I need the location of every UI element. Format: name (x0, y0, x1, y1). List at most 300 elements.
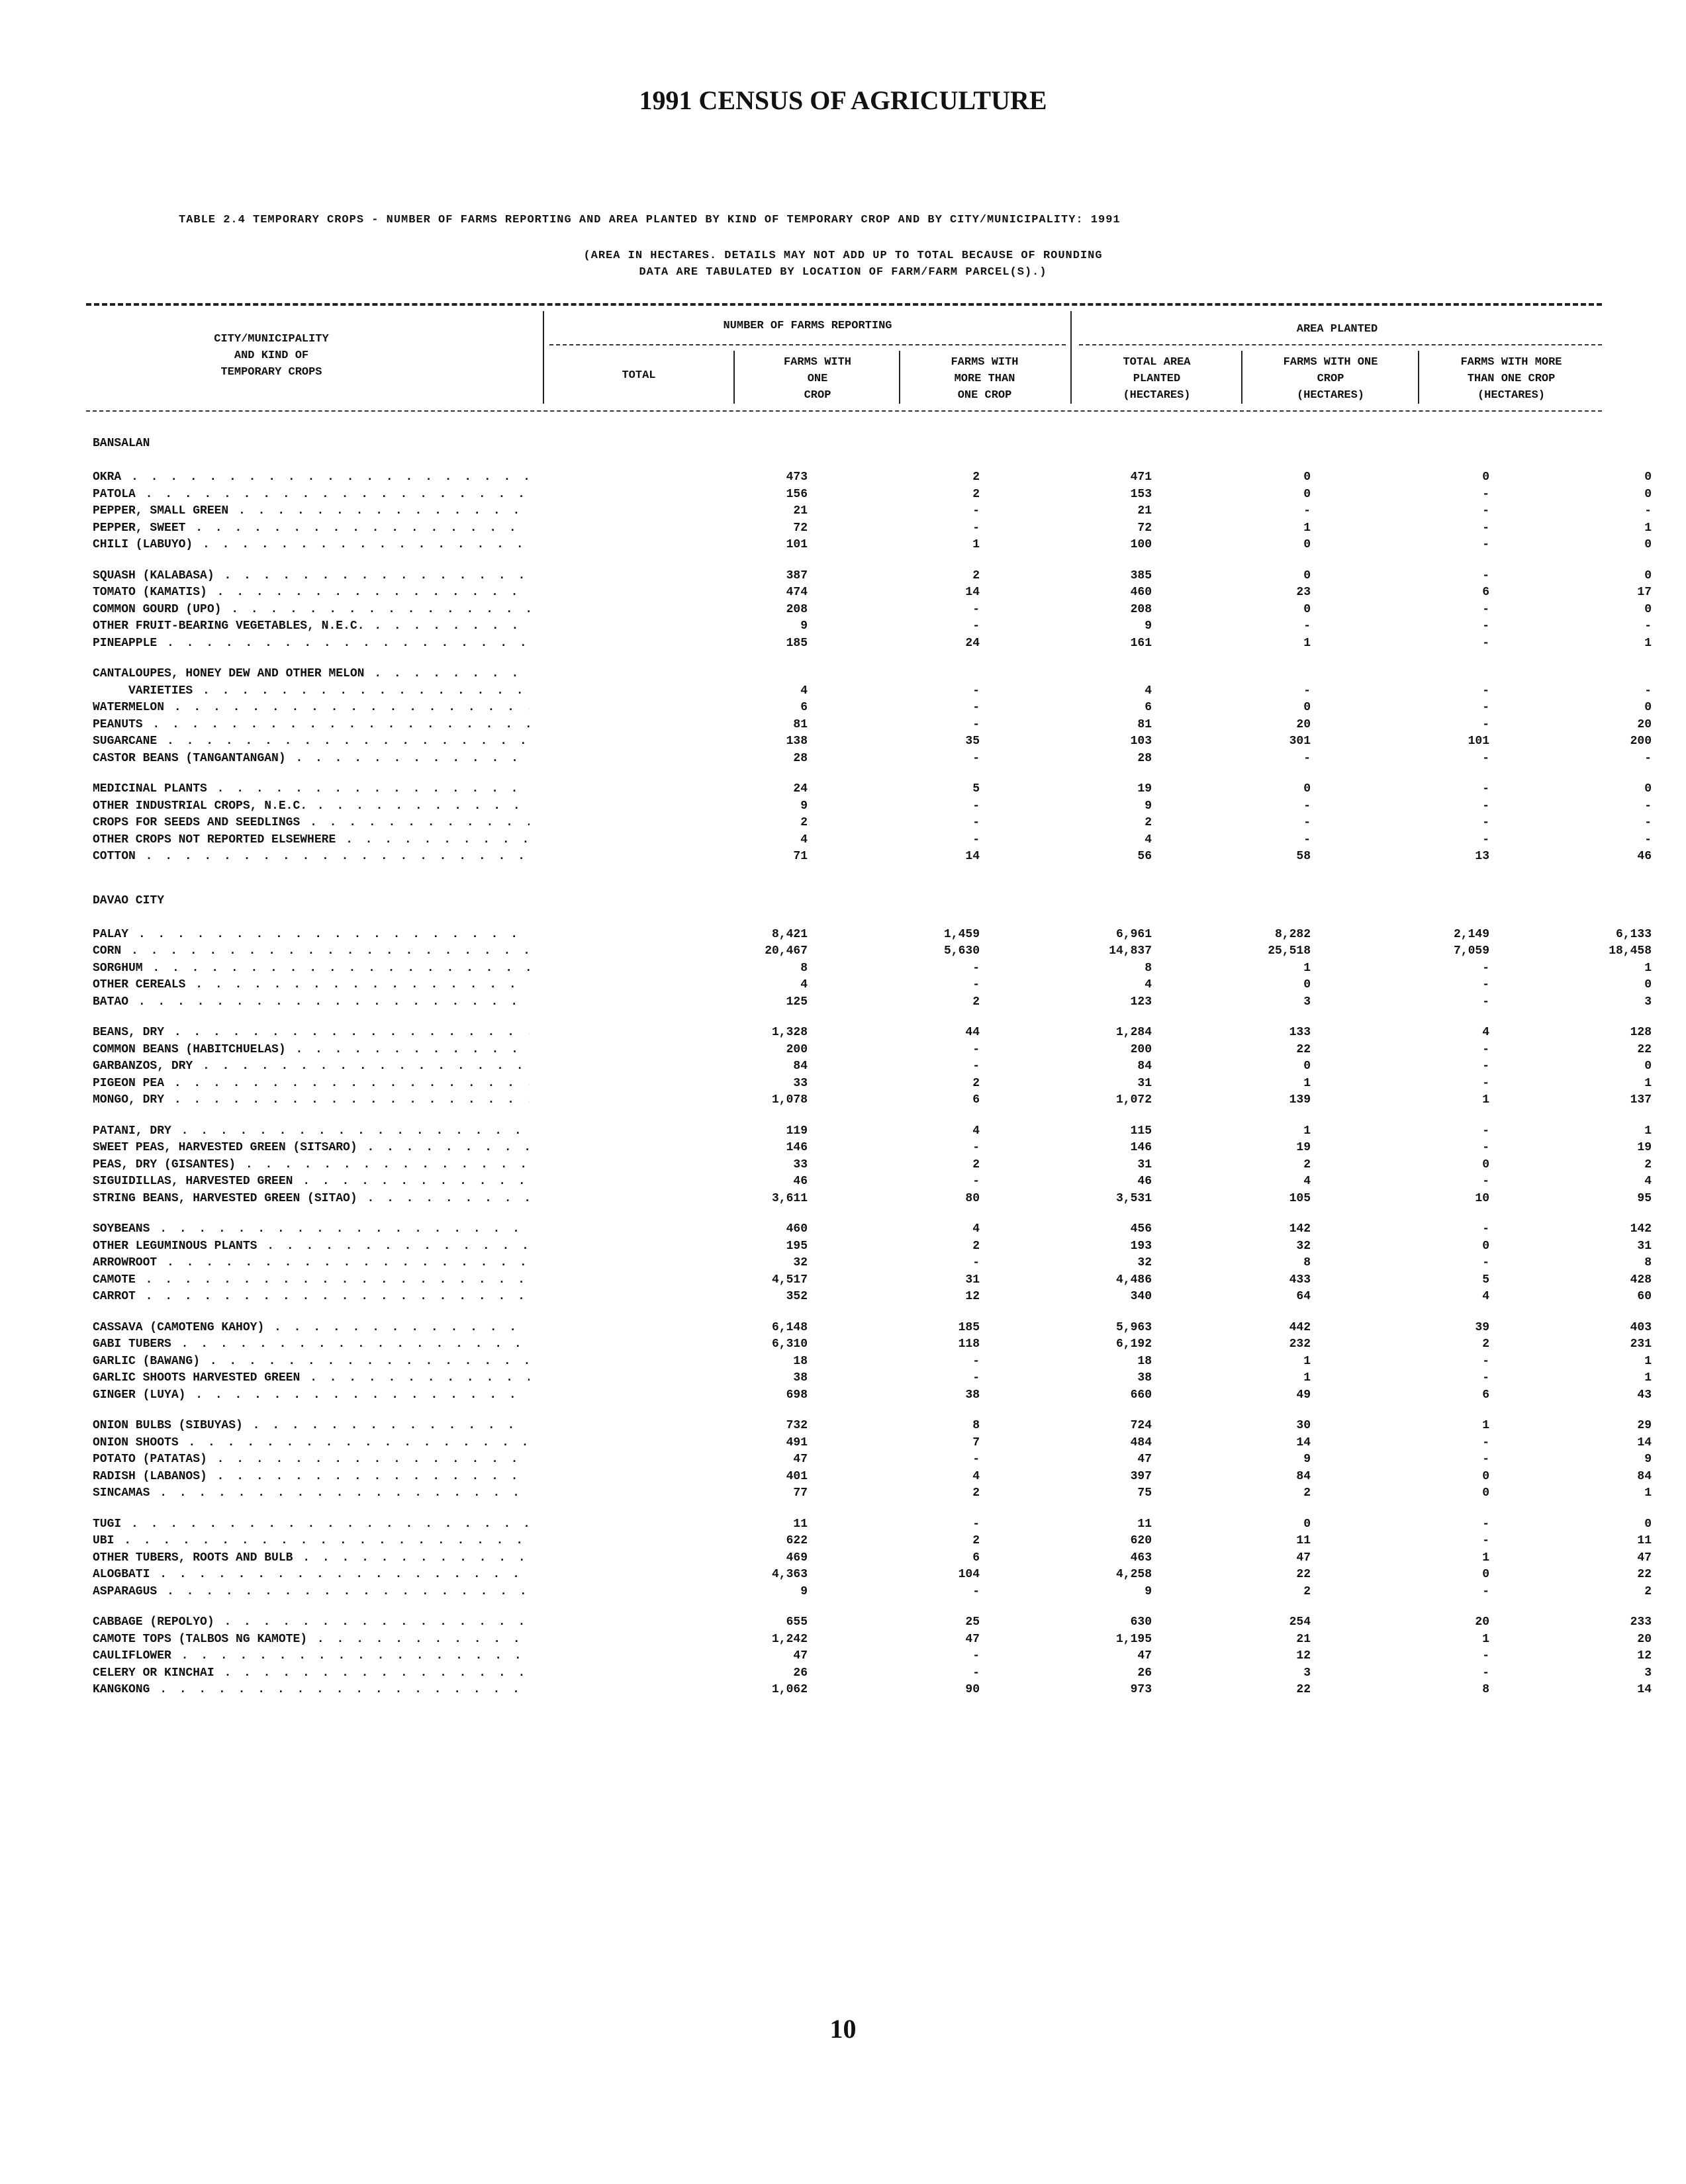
farms-more-crop-cell: 208 (1130, 602, 1152, 616)
area-one-crop-cell: 4 (1482, 1026, 1489, 1039)
total-farms-cell: 4 (800, 833, 808, 846)
area-one-crop-cell: 0 (1482, 1469, 1489, 1483)
farms-more-crop-cell: 32 (1137, 1256, 1152, 1269)
area-one-crop-cell: 2 (1482, 1338, 1489, 1351)
table-row (93, 1665, 1652, 1682)
table-row (93, 666, 1609, 683)
area-one-crop-cell: - (1482, 978, 1489, 991)
crop-name: GARLIC (BAWANG) . . . (93, 1353, 530, 1371)
total-farms-cell: 473 (786, 471, 808, 484)
crop-name: KANGKONG . . . (93, 1682, 530, 1699)
farms-more-crop-cell: 4,258 (1115, 1568, 1152, 1581)
total-farms-cell: 6,310 (771, 1338, 808, 1351)
total-farms-cell: 401 (786, 1469, 808, 1483)
crop-name: SORGHUM . . . (93, 960, 530, 978)
area-more-crop-cell: 3 (1644, 1666, 1652, 1680)
total-area-cell: 442 (1289, 1320, 1311, 1334)
table-row (93, 700, 1652, 717)
farms-more-crop-cell: 14,837 (1109, 944, 1152, 958)
area-more-crop-cell: 1 (1644, 636, 1652, 650)
total-area-cell: 22 (1296, 1683, 1311, 1696)
crop-name: SQUASH (KALABASA) . . . (93, 568, 530, 585)
area-one-crop-cell: 13 (1475, 850, 1489, 863)
area-more-crop-cell: 8 (1644, 1256, 1652, 1269)
area-one-crop-cell: 7,059 (1453, 944, 1489, 958)
crop-name: ONION SHOOTS . . . (93, 1435, 530, 1452)
crop-name: CABBAGE (REPOLYO) . . . (93, 1614, 530, 1631)
area-one-crop-cell: - (1482, 521, 1489, 535)
area-more-crop-cell: 0 (1644, 978, 1652, 991)
area-more-crop-cell: 14 (1637, 1683, 1652, 1696)
farms-one-crop-cell: 8 (972, 1419, 980, 1432)
total-farms-cell: 18 (793, 1354, 808, 1368)
area-more-crop-cell: 1 (1644, 961, 1652, 975)
farms-one-crop-cell: 2 (972, 995, 980, 1009)
farms-more-crop-cell: 456 (1130, 1222, 1152, 1236)
total-area-cell: 232 (1289, 1338, 1311, 1351)
area-more-crop-cell: 9 (1644, 1453, 1652, 1466)
crop-table-body (93, 433, 1652, 1724)
farms-one-crop-cell: 2 (972, 1158, 980, 1171)
crop-name: CARROT . . . (93, 1289, 530, 1306)
row-group (93, 469, 1652, 554)
farms-more-crop-cell: 200 (1130, 1042, 1152, 1056)
crop-name: OTHER CROPS NOT REPORTED ELSEWHERE . . . (93, 832, 530, 849)
farms-one-crop-cell: - (972, 1175, 980, 1188)
area-group-rule (1079, 344, 1602, 345)
farms-one-crop-cell: 12 (965, 1290, 980, 1303)
crop-name: ARROWROOT . . . (93, 1255, 530, 1272)
total-farms-cell: 655 (786, 1615, 808, 1629)
farms-one-crop-cell: - (972, 701, 980, 714)
table-row (93, 960, 1652, 978)
area-one-crop-cell: 4 (1482, 1290, 1489, 1303)
farms-more-crop-cell: 397 (1130, 1469, 1152, 1483)
crop-name: OTHER INDUSTRIAL CROPS, N.E.C. . . . (93, 798, 530, 815)
area-one-crop-cell: 0 (1482, 1568, 1489, 1581)
area-one-crop-cell: - (1482, 701, 1489, 714)
area-one-crop-cell: - (1482, 1584, 1489, 1598)
total-area-cell: - (1303, 751, 1311, 765)
table-caption: TABLE 2.4 TEMPORARY CROPS - NUMBER OF FARMS REPORTING AND AREA PLANTED BY KIND OF TEMPORARY CROP AND BY CITY/MUNICIPALITY: 1991 (179, 214, 1121, 226)
area-one-crop-cell: 39 (1475, 1320, 1489, 1334)
farms-more-crop-cell: 103 (1130, 735, 1152, 748)
table-row (93, 1320, 1652, 1337)
crop-name: OTHER FRUIT-BEARING VEGETABLES, N.E.C. . . . (93, 618, 530, 635)
total-farms-cell: 146 (786, 1141, 808, 1154)
area-one-crop-cell: - (1482, 1453, 1489, 1466)
farms-one-crop-cell: 5,630 (943, 944, 980, 958)
table-row (93, 815, 1652, 832)
farms-more-crop-cell: 72 (1137, 521, 1152, 535)
area-one-crop-cell: - (1482, 619, 1489, 633)
farms-more-crop-cell: 8 (1145, 961, 1152, 975)
table-row (93, 1469, 1652, 1486)
area-more-crop-cell: 4 (1644, 1175, 1652, 1188)
table-row (93, 1221, 1652, 1238)
total-area-cell: 0 (1303, 538, 1311, 551)
farms-more-crop-cell: 153 (1130, 487, 1152, 501)
area-more-crop-cell: 233 (1630, 1615, 1652, 1629)
row-group (93, 1516, 1652, 1601)
farms-one-crop-cell: 4 (972, 1469, 980, 1483)
crop-name: ASPARAGUS . . . (93, 1584, 530, 1601)
total-farms-cell: 84 (793, 1060, 808, 1073)
total-area-cell: 1 (1303, 1371, 1311, 1385)
table-row (93, 1614, 1652, 1631)
table-row (93, 635, 1652, 653)
area-more-crop-cell: 0 (1644, 1517, 1652, 1531)
total-farms-cell: 469 (786, 1551, 808, 1565)
table-row (93, 1058, 1652, 1075)
farms-one-crop-cell: - (972, 684, 980, 698)
area-more-crop-cell: 12 (1637, 1649, 1652, 1662)
table-row (93, 717, 1652, 734)
crop-name: OTHER TUBERS, ROOTS AND BULB . . . (93, 1550, 530, 1567)
area-one-crop-cell: 6 (1482, 1388, 1489, 1402)
farms-one-crop-cell: 2 (972, 1534, 980, 1547)
crop-name: CAULIFLOWER . . . (93, 1648, 530, 1665)
area-more-crop-cell: 137 (1630, 1093, 1652, 1107)
farms-one-crop-cell: - (972, 1666, 980, 1680)
total-header: TOTAL (622, 369, 656, 382)
farms-one-crop-cell: 24 (965, 636, 980, 650)
total-area-cell: 0 (1303, 701, 1311, 714)
total-farms-cell: 4 (800, 978, 808, 991)
area-one-crop-cell: - (1482, 569, 1489, 582)
crop-name: CANTALOUPES, HONEY DEW AND OTHER MELON . . . (93, 666, 530, 683)
total-farms-cell: 622 (786, 1534, 808, 1547)
total-area-cell: 133 (1289, 1026, 1311, 1039)
area-more-crop-cell: 0 (1644, 487, 1652, 501)
area-more-crop-cell: 2 (1644, 1158, 1652, 1171)
farms-one-crop-cell: - (972, 619, 980, 633)
total-area-cell: 20 (1296, 717, 1311, 731)
total-farms-cell: 195 (786, 1239, 808, 1253)
crop-name: TUGI . . . (93, 1516, 530, 1533)
total-farms-cell: 26 (793, 1666, 808, 1680)
area-one-crop-cell: 0 (1482, 471, 1489, 484)
farms-more-crop-cell: 471 (1130, 471, 1152, 484)
crop-name: GINGER (LUYA) . . . (93, 1387, 530, 1404)
area-more-crop-cell: 46 (1637, 850, 1652, 863)
column-divider (733, 351, 735, 404)
total-area-cell: 301 (1289, 735, 1311, 748)
section-1 (93, 891, 1652, 1699)
total-farms-cell: 698 (786, 1388, 808, 1402)
farms-one-crop-cell: 4 (972, 1124, 980, 1138)
area-one-crop-cell: - (1482, 1124, 1489, 1138)
farms-one-crop-cell: - (972, 1042, 980, 1056)
table-row (93, 832, 1652, 849)
table-row (93, 798, 1652, 815)
table-row (93, 1648, 1652, 1665)
farms-one-crop-cell: 14 (965, 850, 980, 863)
crop-name: UBI . . . (93, 1533, 530, 1550)
total-area-cell: 11 (1296, 1534, 1311, 1547)
row-group (93, 1024, 1652, 1109)
total-farms-cell: 46 (793, 1175, 808, 1188)
table-row (93, 1075, 1652, 1093)
table-row (93, 1173, 1652, 1191)
total-farms-cell: 32 (793, 1256, 808, 1269)
total-farms-cell: 9 (800, 619, 808, 633)
area-one-crop-cell: - (1482, 751, 1489, 765)
farms-more-crop-cell: 26 (1137, 1666, 1152, 1680)
area-one-crop-cell: - (1482, 1222, 1489, 1236)
farms-one-crop-cell: 25 (965, 1615, 980, 1629)
farms-one-crop-cell: - (972, 1649, 980, 1662)
farms-one-crop-cell: 2 (972, 471, 980, 484)
farms-one-crop-cell: - (972, 504, 980, 518)
area-more-crop-cell: 142 (1630, 1222, 1652, 1236)
area-more-crop-cell: 20 (1637, 717, 1652, 731)
area-more-crop-cell: - (1644, 816, 1652, 829)
area-more-crop-cell: 1 (1644, 1076, 1652, 1090)
header-bottom-rule (86, 410, 1602, 412)
total-area-cell: 254 (1289, 1615, 1311, 1629)
area-one-crop-cell: - (1482, 538, 1489, 551)
table-note-1: (AREA IN HECTARES. DETAILS MAY NOT ADD UP TO TOTAL BECAUSE OF ROUNDING (583, 250, 1103, 262)
total-farms-cell: 474 (786, 586, 808, 599)
area-one-crop-cell: - (1482, 782, 1489, 796)
farms-one-crop-cell: 35 (965, 735, 980, 748)
total-farms-cell: 119 (786, 1124, 808, 1138)
area-one-crop-cell: 20 (1475, 1615, 1489, 1629)
total-farms-cell: 200 (786, 1042, 808, 1056)
total-farms-cell: 1,062 (771, 1683, 808, 1696)
total-farms-cell: 9 (800, 799, 808, 813)
total-farms-cell: 21 (793, 504, 808, 518)
area-more-crop-cell: 20 (1637, 1632, 1652, 1646)
total-area-cell: 22 (1296, 1568, 1311, 1581)
area-one-crop-cell: - (1482, 816, 1489, 829)
total-area-cell: 142 (1289, 1222, 1311, 1236)
area-more-crop-cell: 3 (1644, 995, 1652, 1009)
crop-name: CAMOTE TOPS (TALBOS NG KAMOTE) . . . (93, 1631, 530, 1649)
total-farms-cell: 138 (786, 735, 808, 748)
area-one-crop-cell: - (1482, 1256, 1489, 1269)
total-area-cell: 105 (1289, 1191, 1311, 1205)
area-more-crop-cell: 95 (1637, 1191, 1652, 1205)
total-area-cell: 64 (1296, 1290, 1311, 1303)
area-one-crop-cell: 8 (1482, 1683, 1489, 1696)
crop-name: MONGO, DRY . . . (93, 1092, 530, 1109)
row-group (93, 666, 1652, 767)
row-group (93, 781, 1652, 866)
total-farms-cell: 77 (793, 1486, 808, 1500)
table-row (93, 733, 1652, 751)
farms-more-crop-cell: 973 (1130, 1683, 1152, 1696)
total-area-cell: 433 (1289, 1273, 1311, 1287)
total-area-cell: 1 (1303, 961, 1311, 975)
crop-name: STRING BEANS, HARVESTED GREEN (SITAO) . . . (93, 1191, 530, 1208)
one-crop-header: FARMS WITH ONE CROP (783, 356, 852, 402)
area-more-crop-cell: 84 (1637, 1469, 1652, 1483)
row-group (93, 1418, 1652, 1502)
crop-name: CHILI (LABUYO) . . . (93, 537, 530, 554)
table-row (93, 1255, 1652, 1272)
total-area-cell: 0 (1303, 978, 1311, 991)
area-one-crop-cell: - (1482, 1517, 1489, 1531)
farms-one-crop-cell: - (972, 1453, 980, 1466)
farms-one-crop-cell: 5 (972, 782, 980, 796)
table-row (93, 568, 1652, 585)
farms-one-crop-cell: - (972, 1256, 980, 1269)
farms-more-crop-cell: 4 (1145, 684, 1152, 698)
table-row (93, 1092, 1652, 1109)
total-area-cell: 84 (1296, 1469, 1311, 1483)
table-row (93, 1123, 1652, 1140)
area-more-crop-cell: 47 (1637, 1551, 1652, 1565)
area-more-crop-cell: 0 (1644, 701, 1652, 714)
area-more-crop-cell: 14 (1637, 1435, 1652, 1449)
area-one-crop-cell: - (1482, 684, 1489, 698)
farms-more-crop-cell: 6 (1145, 701, 1152, 714)
farms-more-crop-cell: 4,486 (1115, 1273, 1152, 1287)
area-more-crop-cell: 1 (1644, 1371, 1652, 1385)
table-row (93, 1289, 1652, 1306)
table-row (93, 1353, 1652, 1371)
total-farms-cell: 4 (800, 684, 808, 698)
area-one-crop-cell: - (1482, 636, 1489, 650)
table-row (93, 977, 1652, 994)
table-row (93, 1272, 1652, 1289)
farms-more-crop-cell: 115 (1130, 1124, 1152, 1138)
area-more-crop-cell: 128 (1630, 1026, 1652, 1039)
area-one-crop-cell: 10 (1475, 1191, 1489, 1205)
crop-name: TOMATO (KAMATIS) . . . (93, 584, 530, 602)
farms-one-crop-cell: 1,459 (943, 927, 980, 941)
area-more-crop-cell: - (1644, 833, 1652, 846)
area-more-crop-cell: 1 (1644, 521, 1652, 535)
area-more-crop-cell: 18,458 (1609, 944, 1652, 958)
area-one-crop-cell: 6 (1482, 586, 1489, 599)
farms-group-header: NUMBER OF FARMS REPORTING (723, 320, 892, 332)
total-area-cell: 1 (1303, 1354, 1311, 1368)
crop-name: SIGUIDILLAS, HARVESTED GREEN . . . (93, 1173, 530, 1191)
farms-more-crop-cell: 81 (1137, 717, 1152, 731)
area-more-crop-cell: 29 (1637, 1419, 1652, 1432)
total-farms-cell: 185 (786, 636, 808, 650)
table-row (93, 1516, 1652, 1533)
table-row (93, 1485, 1652, 1502)
farms-more-crop-cell: 484 (1130, 1435, 1152, 1449)
total-area-cell: 2 (1303, 1584, 1311, 1598)
crop-name: PINEAPPLE . . . (93, 635, 530, 653)
farms-one-crop-cell: - (972, 1584, 980, 1598)
farms-one-crop-cell: 31 (965, 1273, 980, 1287)
total-area-cell: 2 (1303, 1158, 1311, 1171)
crop-name: PEPPER, SMALL GREEN . . . (93, 503, 530, 520)
area-more-crop-cell: 31 (1637, 1239, 1652, 1253)
area-one-crop-cell: 0 (1482, 1239, 1489, 1253)
farms-more-crop-cell: 3,531 (1115, 1191, 1152, 1205)
crop-name: CELERY OR KINCHAI . . . (93, 1665, 530, 1682)
total-farms-cell: 2 (800, 816, 808, 829)
farms-more-crop-cell: 28 (1137, 751, 1152, 765)
total-farms-cell: 6,148 (771, 1320, 808, 1334)
total-area-cell: 30 (1296, 1419, 1311, 1432)
farms-more-crop-cell: 463 (1130, 1551, 1152, 1565)
area-group-header: AREA PLANTED (1296, 323, 1378, 336)
table-row (93, 1451, 1652, 1469)
row-group (93, 1320, 1652, 1404)
area-one-crop-cell: - (1482, 1534, 1489, 1547)
total-farms-cell: 1,328 (771, 1026, 808, 1039)
table-row (93, 1550, 1652, 1567)
total-farms-cell: 9 (800, 1584, 808, 1598)
row-group (93, 1221, 1652, 1306)
area-one-crop-cell: - (1482, 717, 1489, 731)
area-more-crop-cell: - (1644, 751, 1652, 765)
farms-one-crop-cell: - (972, 1141, 980, 1154)
total-farms-cell: 1,078 (771, 1093, 808, 1107)
crop-name: BATAO . . . (93, 994, 530, 1011)
total-farms-cell: 20,467 (765, 944, 808, 958)
farms-more-crop-cell: 1,195 (1115, 1632, 1152, 1646)
total-farms-cell: 47 (793, 1649, 808, 1662)
farms-one-crop-cell: 2 (972, 1486, 980, 1500)
table-row (93, 486, 1652, 504)
total-area-cell: 3 (1303, 1666, 1311, 1680)
total-area-cell: 9 (1303, 1453, 1311, 1466)
area-more-crop-cell: 0 (1644, 471, 1652, 484)
farms-more-crop-cell: 18 (1137, 1354, 1152, 1368)
farms-one-crop-cell: - (972, 602, 980, 616)
crop-name: PIGEON PEA . . . (93, 1075, 530, 1093)
row-group (93, 1614, 1652, 1699)
farms-one-crop-cell: 80 (965, 1191, 980, 1205)
total-area-cell: 22 (1296, 1042, 1311, 1056)
column-divider (1418, 351, 1419, 404)
area-more-crop-cell: 11 (1637, 1534, 1652, 1547)
farms-more-crop-cell: 724 (1130, 1419, 1152, 1432)
total-farms-cell: 125 (786, 995, 808, 1009)
area-one-crop-cell: - (1482, 487, 1489, 501)
table-row (93, 751, 1652, 768)
total-farms-cell: 1,242 (771, 1632, 808, 1646)
area-more-crop-cell: 0 (1644, 602, 1652, 616)
table-row (93, 1567, 1652, 1584)
total-area-cell: 3 (1303, 995, 1311, 1009)
crop-name: SINCAMAS . . . (93, 1485, 530, 1502)
area-one-crop-cell: - (1482, 1076, 1489, 1090)
area-more-crop-cell: - (1644, 684, 1652, 698)
farms-one-crop-cell: 14 (965, 586, 980, 599)
farms-one-crop-cell: - (972, 799, 980, 813)
total-farms-cell: 6 (800, 701, 808, 714)
farms-more-crop-cell: 1,072 (1115, 1093, 1152, 1107)
area-more-crop-cell: 22 (1637, 1568, 1652, 1581)
area-more-crop-cell: 19 (1637, 1141, 1652, 1154)
total-area-cell: 4 (1303, 1175, 1311, 1188)
farms-one-crop-cell: 90 (965, 1683, 980, 1696)
farms-more-crop-cell: 6,192 (1115, 1338, 1152, 1351)
column-divider (543, 311, 544, 404)
farms-more-crop-cell: 47 (1137, 1453, 1152, 1466)
crop-name: PEPPER, SWEET . . . (93, 520, 530, 537)
farms-one-crop-cell: 2 (972, 487, 980, 501)
area-more-crop-cell: 0 (1644, 1060, 1652, 1073)
table-row (93, 1418, 1652, 1435)
area-one-crop-cell: 5 (1482, 1273, 1489, 1287)
area-one-crop-cell: - (1482, 1371, 1489, 1385)
total-farms-cell: 33 (793, 1158, 808, 1171)
crop-name: COMMON BEANS (HABITCHUELAS) . . . (93, 1042, 530, 1059)
total-area-cell: 12 (1296, 1649, 1311, 1662)
row-group (93, 1123, 1652, 1208)
